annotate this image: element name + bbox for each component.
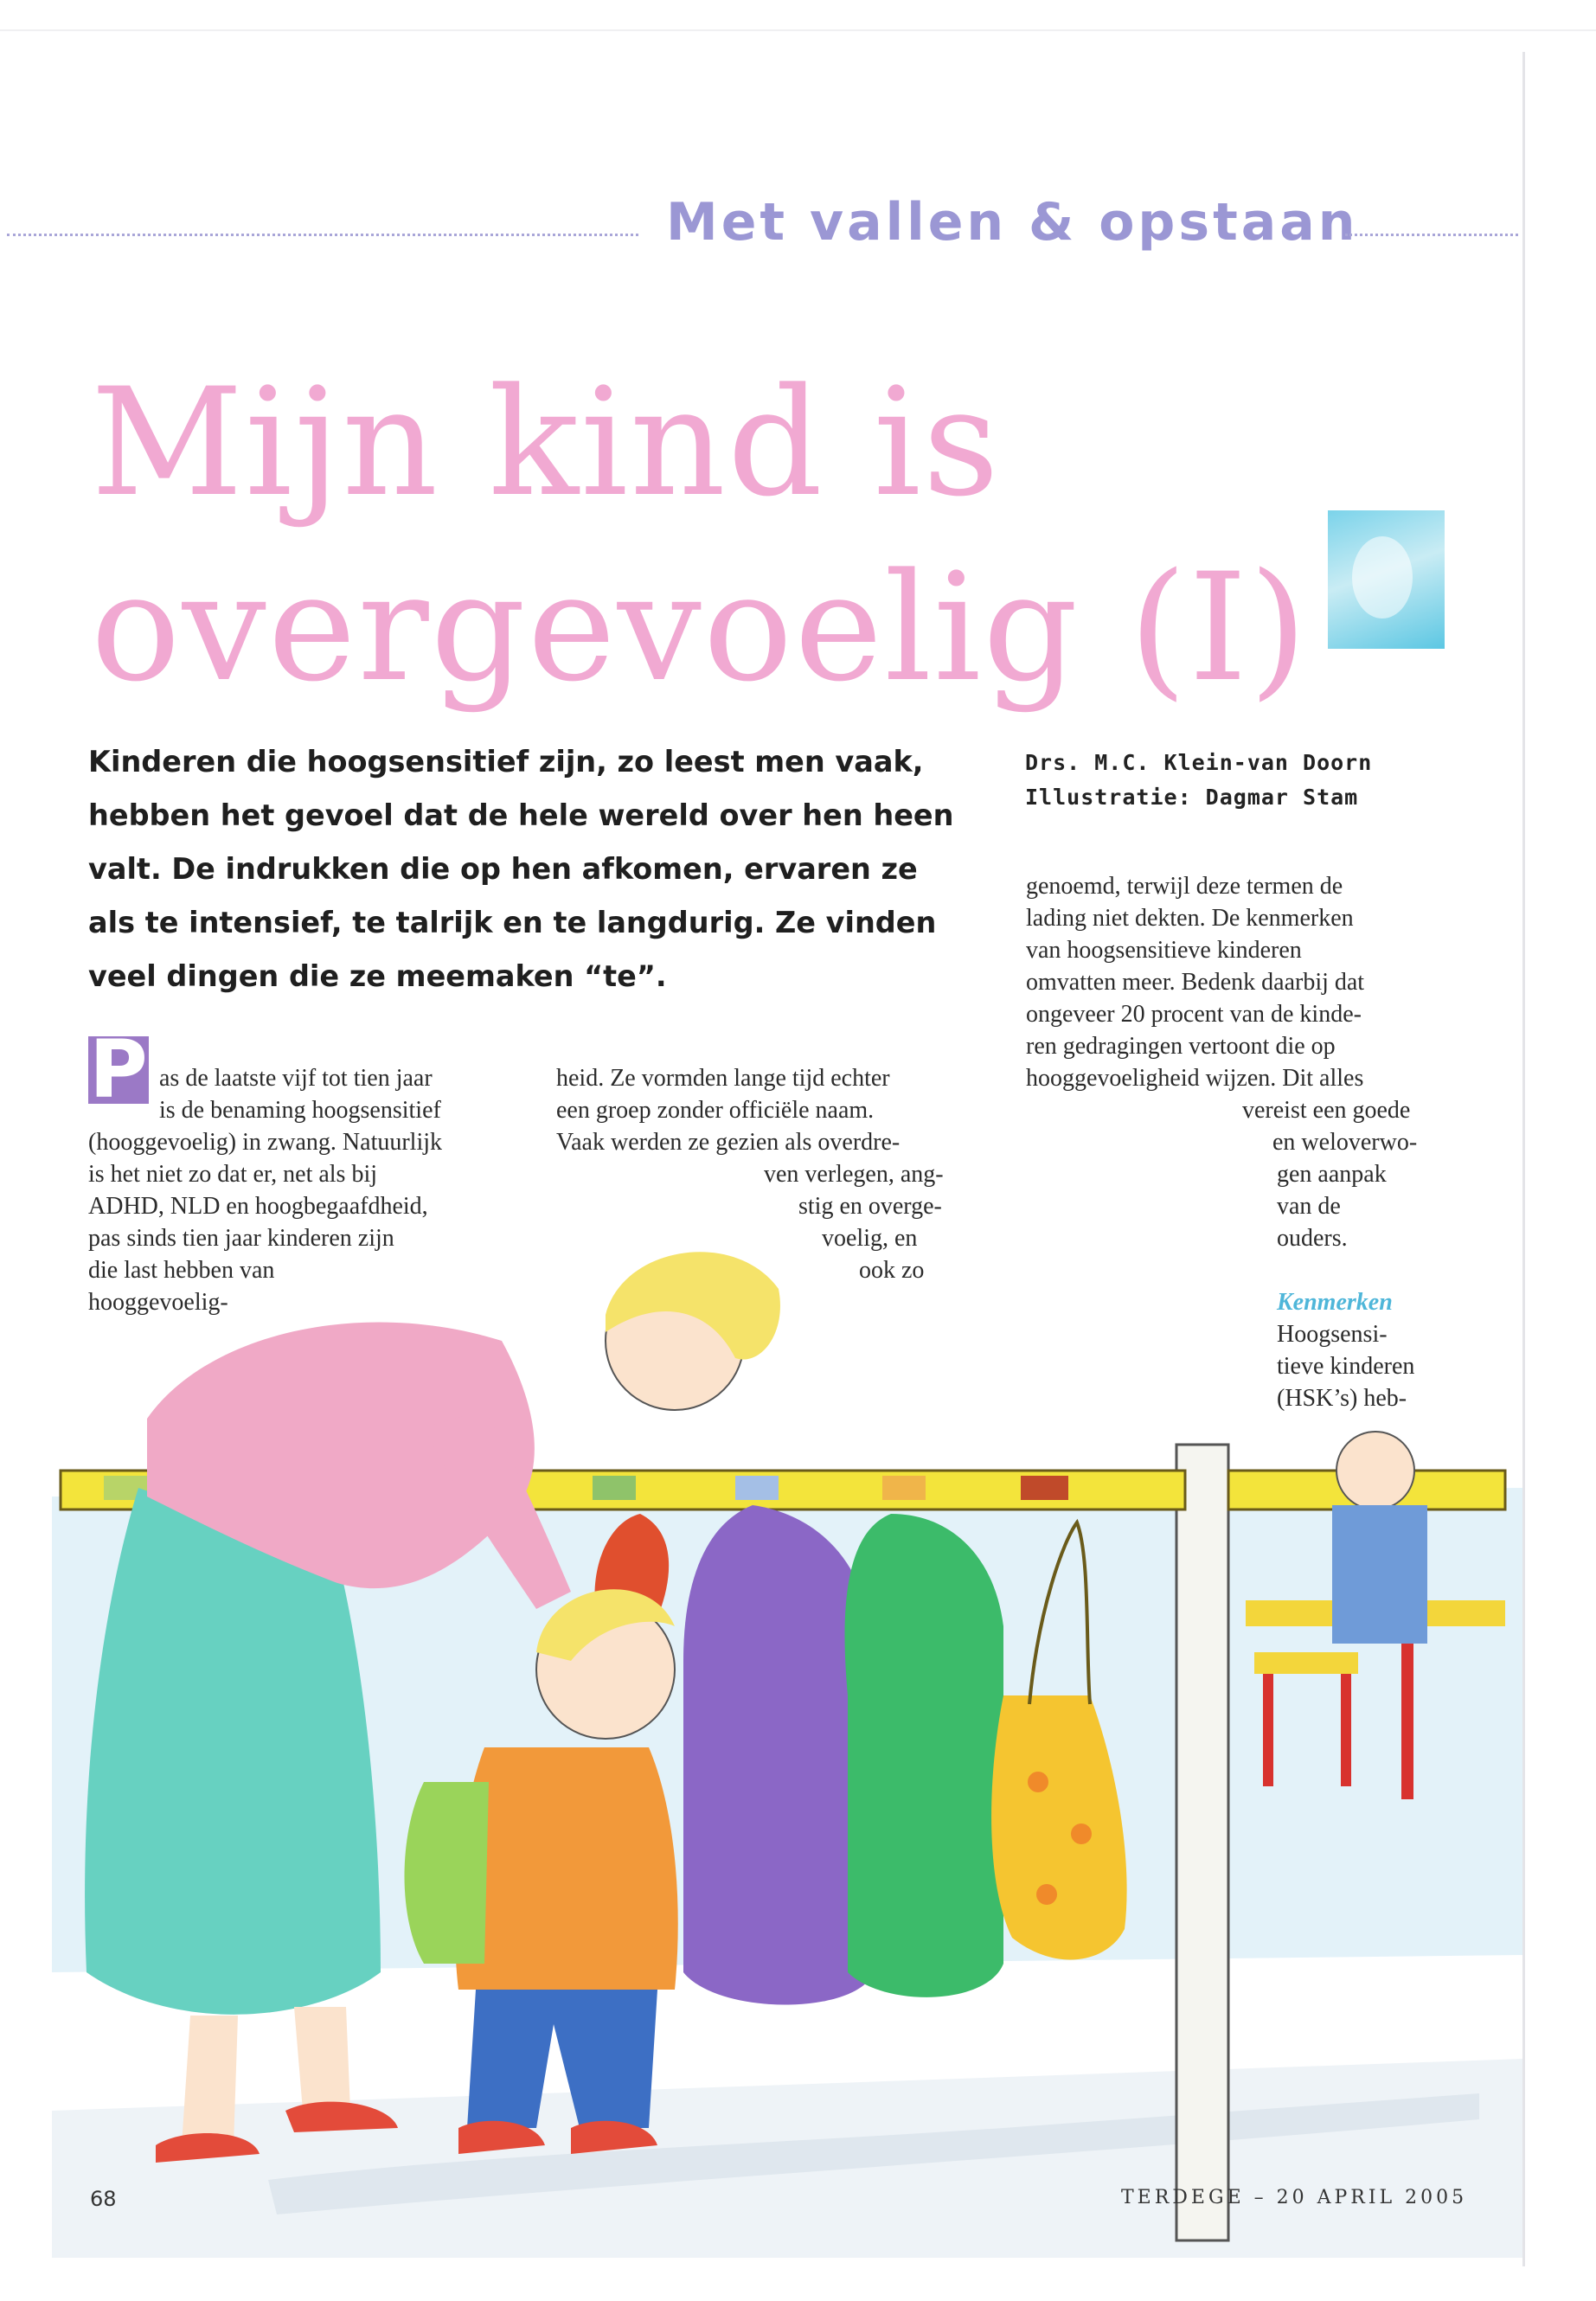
name-tag — [593, 1476, 636, 1500]
body-line: van hoogsensitieve kinderen — [1026, 937, 1302, 964]
page-edge-top — [0, 29, 1596, 31]
body-line: vereist een goede — [1242, 1097, 1411, 1124]
body-line: as de laatste vijf tot tien jaar — [159, 1065, 433, 1092]
magazine-logo-mark — [1328, 510, 1445, 649]
body-line: voelig, en — [822, 1225, 918, 1252]
seated-child-head — [1336, 1432, 1414, 1509]
body-line: is de benaming hoogsensitief — [159, 1097, 441, 1124]
table-leg — [1401, 1626, 1413, 1799]
chair-leg — [1263, 1674, 1273, 1786]
section-rule-left — [7, 234, 638, 236]
body-line: een groep zonder officiële naam. — [556, 1097, 875, 1124]
credits — [1025, 746, 1423, 815]
woman-leg — [182, 2016, 238, 2145]
bag-dot — [1028, 1772, 1048, 1792]
woman-leg — [294, 2007, 350, 2111]
body-line: ADHD, NLD en hoogbegaafdheid, — [88, 1193, 428, 1220]
intro-paragraph: Kinderen die hoogsensitief zijn, zo leest men vaak, hebben het gevoel dat de hele wereld over hen heen valt. De indrukken die op hen afkomen, ervaren ze als te intensief, te talrijk en te langdurig. Ze vinden veel dingen die ze meemaken “te”. — [88, 745, 954, 993]
body-line: genoemd, terwijl deze termen de — [1026, 873, 1343, 900]
body-line: (HSK’s) heb- — [1277, 1385, 1407, 1412]
body-line: tieve kinderen — [1277, 1353, 1415, 1380]
green-coat — [845, 1514, 1003, 1997]
page-number: 68 — [90, 2187, 117, 2211]
bag-dot — [1071, 1823, 1092, 1844]
body-line: stig en overge- — [798, 1193, 942, 1220]
body-line: en weloverwo- — [1272, 1129, 1418, 1156]
body-line: lading niet dekten. De kenmerken — [1026, 905, 1354, 932]
body-line: heid. Ze vormden lange tijd echter — [556, 1065, 890, 1092]
body-line: ren gedragingen vertoont die op — [1026, 1033, 1336, 1060]
body-line: is het niet zo dat er, net als bij — [88, 1161, 378, 1188]
name-tag — [882, 1476, 926, 1500]
body-line: van de — [1277, 1193, 1341, 1220]
author-credit: Drs. M.C. Klein-van Doorn — [1025, 750, 1373, 775]
body-line: Hoogsensi- — [1277, 1321, 1388, 1348]
section-title: Met vallen & opstaan — [666, 192, 1359, 253]
name-tag — [1021, 1476, 1068, 1500]
magazine-footer: TERDEGE – 20 APRIL 2005 — [1121, 2187, 1468, 2208]
illustration-credit: Illustratie: Dagmar Stam — [1025, 785, 1359, 810]
window-pillar — [1176, 1445, 1228, 2240]
body-line: ven verlegen, ang- — [764, 1161, 944, 1188]
seated-child-body — [1332, 1505, 1427, 1644]
body-line: die last hebben van — [88, 1257, 275, 1284]
body-line: Vaak werden ze gezien als overdre- — [556, 1129, 901, 1156]
body-line: gen aanpak — [1277, 1161, 1387, 1188]
purple-coat — [683, 1505, 874, 2005]
body-line: hooggevoelig- — [88, 1289, 228, 1316]
drop-cap: P — [89, 1023, 148, 1116]
chair — [1254, 1652, 1358, 1674]
body-line: ook zo — [859, 1257, 925, 1284]
body-line: pas sinds tien jaar kinderen zijn — [88, 1225, 394, 1252]
body-line: ouders. — [1277, 1225, 1348, 1252]
section-rule-right — [1345, 234, 1518, 236]
subhead-kenmerken: Kenmerken — [1277, 1289, 1393, 1316]
body-line: (hooggevoelig) in zwang. Natuurlijk — [88, 1129, 443, 1156]
watercolor-illustration — [52, 1211, 1531, 2258]
headline-line-1: Mijn kind is — [91, 356, 1001, 529]
headline-line-2: overgevoelig (I) — [91, 541, 1310, 715]
child-backpack — [405, 1782, 490, 1964]
body-line: hooggevoeligheid wijzen. Dit alles — [1026, 1065, 1364, 1092]
name-tag — [735, 1476, 779, 1500]
bag-dot — [1036, 1884, 1057, 1905]
body-line: ongeveer 20 procent van de kinde- — [1026, 1001, 1362, 1028]
chair-leg — [1341, 1674, 1351, 1786]
headline — [91, 350, 1388, 721]
body-line: omvatten meer. Bedenk daarbij dat — [1026, 969, 1365, 996]
